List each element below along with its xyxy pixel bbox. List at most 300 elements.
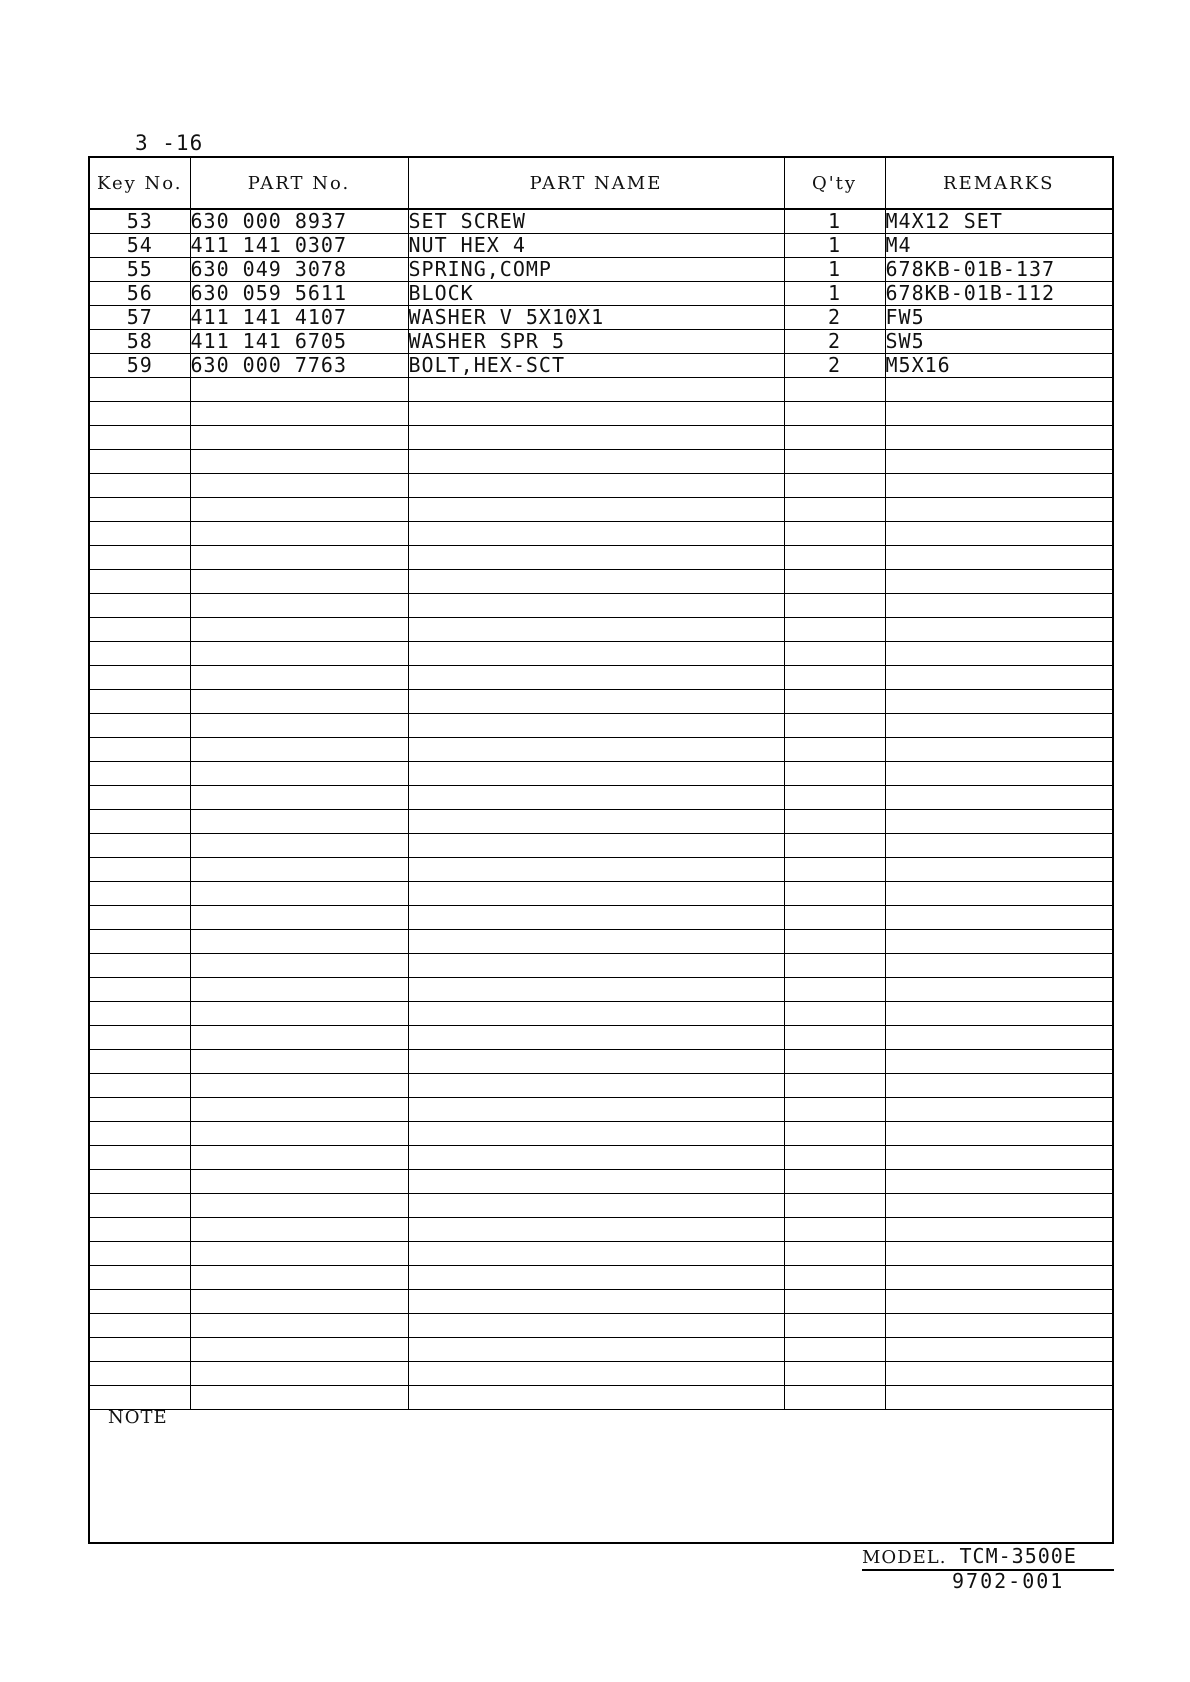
cell-part-no <box>190 1121 408 1145</box>
table-row <box>90 257 1112 281</box>
cell-qty <box>784 833 885 857</box>
cell-part-no <box>190 833 408 857</box>
cell-part-name <box>408 1169 784 1193</box>
table-row <box>90 1145 1112 1169</box>
header-qty: Q'ty <box>784 158 885 209</box>
cell-part-name <box>408 809 784 833</box>
cell-remarks: M4X12 SET <box>885 209 1112 233</box>
table-row <box>90 713 1112 737</box>
table-row <box>90 281 1112 305</box>
cell-part-name <box>408 617 784 641</box>
cell-qty: 2 <box>784 353 885 377</box>
cell-part-name <box>408 1049 784 1073</box>
cell-part-no <box>190 1049 408 1073</box>
table-row <box>90 449 1112 473</box>
cell-remarks <box>885 593 1112 617</box>
cell-part-no <box>190 545 408 569</box>
cell-key-no <box>90 929 190 953</box>
table-row <box>90 617 1112 641</box>
table-row <box>90 1001 1112 1025</box>
cell-remarks <box>885 905 1112 929</box>
cell-qty <box>784 1049 885 1073</box>
cell-part-name <box>408 953 784 977</box>
cell-qty: 1 <box>784 209 885 233</box>
cell-remarks: 678KB-01B-112 <box>885 281 1112 305</box>
cell-part-no <box>190 713 408 737</box>
cell-part-name <box>408 1385 784 1409</box>
cell-part-name <box>408 377 784 401</box>
cell-qty <box>784 905 885 929</box>
parts-table-body <box>90 209 1112 1409</box>
cell-remarks <box>885 1313 1112 1337</box>
table-row <box>90 593 1112 617</box>
cell-qty: 1 <box>784 233 885 257</box>
cell-part-no <box>190 977 408 1001</box>
cell-part-no <box>190 425 408 449</box>
cell-key-no <box>90 665 190 689</box>
cell-part-no <box>190 593 408 617</box>
cell-part-no <box>190 1097 408 1121</box>
cell-key-no <box>90 1121 190 1145</box>
cell-key-no <box>90 521 190 545</box>
cell-key-no <box>90 1073 190 1097</box>
cell-part-name <box>408 569 784 593</box>
cell-remarks <box>885 473 1112 497</box>
table-row <box>90 209 1112 233</box>
table-row <box>90 233 1112 257</box>
table-row <box>90 977 1112 1001</box>
cell-part-no <box>190 1385 408 1409</box>
header-part-name: PART NAME <box>408 158 784 209</box>
cell-part-no: 630 000 7763 <box>190 353 408 377</box>
cell-part-no: 411 141 6705 <box>190 329 408 353</box>
cell-key-no <box>90 1289 190 1313</box>
cell-part-name <box>408 977 784 1001</box>
header-key-no: Key No. <box>90 158 190 209</box>
table-row <box>90 1217 1112 1241</box>
cell-part-name <box>408 1025 784 1049</box>
cell-qty <box>784 737 885 761</box>
cell-qty <box>784 1337 885 1361</box>
cell-part-no <box>190 473 408 497</box>
cell-remarks <box>885 761 1112 785</box>
cell-part-name <box>408 1337 784 1361</box>
cell-part-name <box>408 665 784 689</box>
cell-key-no <box>90 1097 190 1121</box>
cell-part-no <box>190 1361 408 1385</box>
cell-key-no <box>90 473 190 497</box>
cell-part-name <box>408 905 784 929</box>
table-row <box>90 1097 1112 1121</box>
cell-part-no <box>190 1337 408 1361</box>
cell-key-no <box>90 737 190 761</box>
table-row <box>90 1265 1112 1289</box>
cell-remarks <box>885 569 1112 593</box>
cell-remarks <box>885 1001 1112 1025</box>
cell-part-no: 630 000 8937 <box>190 209 408 233</box>
table-row <box>90 737 1112 761</box>
cell-remarks <box>885 881 1112 905</box>
cell-qty <box>784 713 885 737</box>
cell-remarks: M4 <box>885 233 1112 257</box>
cell-qty <box>784 521 885 545</box>
cell-part-name <box>408 857 784 881</box>
cell-part-no <box>190 905 408 929</box>
cell-part-no <box>190 953 408 977</box>
cell-remarks <box>885 1265 1112 1289</box>
table-row <box>90 905 1112 929</box>
cell-part-name: SPRING,COMP <box>408 257 784 281</box>
cell-part-name <box>408 1073 784 1097</box>
cell-remarks: SW5 <box>885 329 1112 353</box>
cell-part-name: SET SCREW <box>408 209 784 233</box>
cell-part-no <box>190 1265 408 1289</box>
cell-part-no: 630 059 5611 <box>190 281 408 305</box>
table-row <box>90 761 1112 785</box>
cell-qty <box>784 425 885 449</box>
cell-part-name <box>408 833 784 857</box>
cell-part-no: 411 141 4107 <box>190 305 408 329</box>
table-row <box>90 521 1112 545</box>
cell-key-no <box>90 713 190 737</box>
cell-qty <box>784 665 885 689</box>
table-row <box>90 881 1112 905</box>
cell-qty <box>784 1289 885 1313</box>
table-row <box>90 1049 1112 1073</box>
table-row <box>90 473 1112 497</box>
cell-remarks <box>885 401 1112 425</box>
cell-remarks <box>885 1361 1112 1385</box>
cell-part-no <box>190 929 408 953</box>
cell-qty <box>784 1217 885 1241</box>
cell-qty <box>784 1193 885 1217</box>
table-row <box>90 353 1112 377</box>
cell-key-no <box>90 641 190 665</box>
cell-qty: 1 <box>784 281 885 305</box>
cell-part-no <box>190 401 408 425</box>
cell-part-no <box>190 1169 408 1193</box>
table-row <box>90 545 1112 569</box>
table-row <box>90 1385 1112 1409</box>
cell-key-no <box>90 1049 190 1073</box>
cell-part-no <box>190 641 408 665</box>
cell-key-no <box>90 1337 190 1361</box>
cell-key-no <box>90 425 190 449</box>
cell-qty <box>784 1169 885 1193</box>
table-row <box>90 833 1112 857</box>
cell-qty <box>784 785 885 809</box>
cell-part-name <box>408 1145 784 1169</box>
cell-key-no <box>90 1313 190 1337</box>
table-row <box>90 329 1112 353</box>
table-row <box>90 641 1112 665</box>
table-row <box>90 377 1112 401</box>
cell-part-name <box>408 641 784 665</box>
cell-qty <box>784 1145 885 1169</box>
cell-remarks <box>885 449 1112 473</box>
cell-part-no <box>190 449 408 473</box>
cell-key-no: 54 <box>90 233 190 257</box>
cell-part-name <box>408 1241 784 1265</box>
cell-part-name <box>408 401 784 425</box>
cell-part-no <box>190 689 408 713</box>
cell-remarks <box>885 377 1112 401</box>
cell-key-no <box>90 1385 190 1409</box>
cell-remarks <box>885 1241 1112 1265</box>
cell-qty <box>784 1265 885 1289</box>
cell-key-no <box>90 761 190 785</box>
cell-part-name <box>408 785 784 809</box>
cell-qty <box>784 1313 885 1337</box>
cell-part-name <box>408 521 784 545</box>
cell-part-no <box>190 1313 408 1337</box>
cell-part-no <box>190 761 408 785</box>
cell-part-name <box>408 473 784 497</box>
cell-part-name <box>408 713 784 737</box>
table-row <box>90 401 1112 425</box>
cell-qty <box>784 809 885 833</box>
cell-part-name <box>408 593 784 617</box>
cell-part-no <box>190 737 408 761</box>
cell-remarks <box>885 833 1112 857</box>
table-row <box>90 929 1112 953</box>
cell-remarks: FW5 <box>885 305 1112 329</box>
cell-part-no <box>190 785 408 809</box>
cell-part-no: 630 049 3078 <box>190 257 408 281</box>
cell-part-name <box>408 497 784 521</box>
table-row <box>90 1073 1112 1097</box>
model-line <box>862 1544 1114 1571</box>
cell-part-no <box>190 1073 408 1097</box>
cell-part-no <box>190 1145 408 1169</box>
cell-part-no <box>190 569 408 593</box>
cell-qty <box>784 977 885 1001</box>
cell-key-no <box>90 833 190 857</box>
cell-remarks <box>885 545 1112 569</box>
cell-remarks <box>885 617 1112 641</box>
cell-qty <box>784 641 885 665</box>
cell-qty <box>784 1097 885 1121</box>
cell-part-name <box>408 1097 784 1121</box>
cell-qty <box>784 1361 885 1385</box>
cell-key-no <box>90 593 190 617</box>
header-part-no: PART No. <box>190 158 408 209</box>
table-row <box>90 497 1112 521</box>
cell-part-name <box>408 737 784 761</box>
cell-remarks <box>885 929 1112 953</box>
table-row <box>90 1169 1112 1193</box>
cell-qty <box>784 545 885 569</box>
cell-qty: 2 <box>784 305 885 329</box>
cell-part-no <box>190 497 408 521</box>
cell-qty <box>784 953 885 977</box>
table-header-row <box>90 158 1112 209</box>
cell-key-no <box>90 857 190 881</box>
cell-part-name: BOLT,HEX-SCT <box>408 353 784 377</box>
cell-key-no <box>90 401 190 425</box>
model-value: TCM-3500E <box>959 1544 1077 1568</box>
cell-qty <box>784 401 885 425</box>
cell-key-no <box>90 1361 190 1385</box>
cell-key-no <box>90 977 190 1001</box>
cell-key-no <box>90 689 190 713</box>
document-code: 9702-001 <box>952 1569 1065 1593</box>
cell-part-name <box>408 1001 784 1025</box>
cell-remarks <box>885 1385 1112 1409</box>
cell-qty: 2 <box>784 329 885 353</box>
cell-key-no <box>90 881 190 905</box>
cell-part-no <box>190 1193 408 1217</box>
cell-key-no <box>90 617 190 641</box>
cell-part-no <box>190 617 408 641</box>
cell-part-name <box>408 1289 784 1313</box>
cell-remarks <box>885 785 1112 809</box>
table-row <box>90 1241 1112 1265</box>
cell-part-no <box>190 881 408 905</box>
page-number: 3 -16 <box>135 131 204 155</box>
cell-part-name <box>408 1313 784 1337</box>
cell-part-name <box>408 425 784 449</box>
cell-qty <box>784 593 885 617</box>
table-row <box>90 1337 1112 1361</box>
cell-remarks <box>885 1025 1112 1049</box>
cell-qty <box>784 1385 885 1409</box>
cell-key-no <box>90 953 190 977</box>
cell-part-name <box>408 929 784 953</box>
cell-qty <box>784 1073 885 1097</box>
cell-part-no <box>190 1001 408 1025</box>
cell-remarks <box>885 1049 1112 1073</box>
cell-key-no: 59 <box>90 353 190 377</box>
table-row <box>90 1361 1112 1385</box>
cell-qty <box>784 473 885 497</box>
cell-qty <box>784 497 885 521</box>
cell-qty <box>784 689 885 713</box>
cell-key-no <box>90 1265 190 1289</box>
cell-part-name <box>408 689 784 713</box>
cell-remarks <box>885 1193 1112 1217</box>
table-row <box>90 665 1112 689</box>
cell-key-no: 58 <box>90 329 190 353</box>
cell-qty <box>784 1121 885 1145</box>
cell-remarks <box>885 689 1112 713</box>
cell-part-no <box>190 809 408 833</box>
cell-remarks <box>885 857 1112 881</box>
cell-part-no <box>190 377 408 401</box>
cell-remarks <box>885 809 1112 833</box>
cell-part-no <box>190 665 408 689</box>
header-remarks: REMARKS <box>885 158 1112 209</box>
cell-part-no <box>190 857 408 881</box>
cell-part-name <box>408 545 784 569</box>
cell-key-no <box>90 569 190 593</box>
table-row <box>90 1313 1112 1337</box>
cell-key-no <box>90 785 190 809</box>
note-label: NOTE <box>108 1407 168 1428</box>
table-row <box>90 305 1112 329</box>
parts-list-sheet <box>88 156 1114 1544</box>
cell-remarks <box>885 1097 1112 1121</box>
cell-remarks <box>885 1337 1112 1361</box>
cell-key-no: 57 <box>90 305 190 329</box>
cell-part-name <box>408 1361 784 1385</box>
cell-remarks: 678KB-01B-137 <box>885 257 1112 281</box>
cell-key-no <box>90 1241 190 1265</box>
cell-qty <box>784 569 885 593</box>
cell-part-name: BLOCK <box>408 281 784 305</box>
cell-key-no <box>90 1001 190 1025</box>
cell-part-no: 411 141 0307 <box>190 233 408 257</box>
cell-key-no <box>90 1169 190 1193</box>
table-row <box>90 809 1112 833</box>
cell-part-name: WASHER SPR 5 <box>408 329 784 353</box>
cell-remarks <box>885 1289 1112 1313</box>
cell-key-no <box>90 377 190 401</box>
cell-remarks <box>885 1145 1112 1169</box>
cell-remarks <box>885 665 1112 689</box>
cell-key-no <box>90 497 190 521</box>
cell-remarks <box>885 713 1112 737</box>
cell-remarks <box>885 497 1112 521</box>
cell-remarks <box>885 1073 1112 1097</box>
table-row <box>90 1121 1112 1145</box>
cell-remarks <box>885 521 1112 545</box>
cell-qty <box>784 761 885 785</box>
cell-remarks <box>885 641 1112 665</box>
cell-key-no <box>90 1145 190 1169</box>
cell-part-name <box>408 761 784 785</box>
cell-qty <box>784 617 885 641</box>
cell-qty <box>784 449 885 473</box>
cell-part-no <box>190 521 408 545</box>
cell-key-no: 53 <box>90 209 190 233</box>
cell-part-no <box>190 1289 408 1313</box>
cell-remarks: M5X16 <box>885 353 1112 377</box>
cell-key-no <box>90 1193 190 1217</box>
model-label: MODEL. <box>862 1547 947 1568</box>
cell-part-name: WASHER V 5X10X1 <box>408 305 784 329</box>
cell-qty <box>784 857 885 881</box>
cell-part-no <box>190 1241 408 1265</box>
cell-key-no: 55 <box>90 257 190 281</box>
cell-part-name <box>408 449 784 473</box>
cell-key-no <box>90 1217 190 1241</box>
cell-key-no <box>90 545 190 569</box>
cell-qty: 1 <box>784 257 885 281</box>
cell-key-no: 56 <box>90 281 190 305</box>
cell-part-name <box>408 1265 784 1289</box>
cell-qty <box>784 1241 885 1265</box>
table-row <box>90 857 1112 881</box>
table-row <box>90 953 1112 977</box>
table-row <box>90 569 1112 593</box>
table-row <box>90 785 1112 809</box>
cell-part-name <box>408 881 784 905</box>
cell-qty <box>784 1001 885 1025</box>
cell-qty <box>784 377 885 401</box>
cell-remarks <box>885 1169 1112 1193</box>
cell-remarks <box>885 1217 1112 1241</box>
cell-key-no <box>90 809 190 833</box>
cell-part-no <box>190 1217 408 1241</box>
cell-remarks <box>885 953 1112 977</box>
cell-qty <box>784 881 885 905</box>
cell-remarks <box>885 1121 1112 1145</box>
table-row <box>90 1193 1112 1217</box>
cell-qty <box>784 1025 885 1049</box>
table-row <box>90 1289 1112 1313</box>
parts-table <box>90 158 1112 1410</box>
